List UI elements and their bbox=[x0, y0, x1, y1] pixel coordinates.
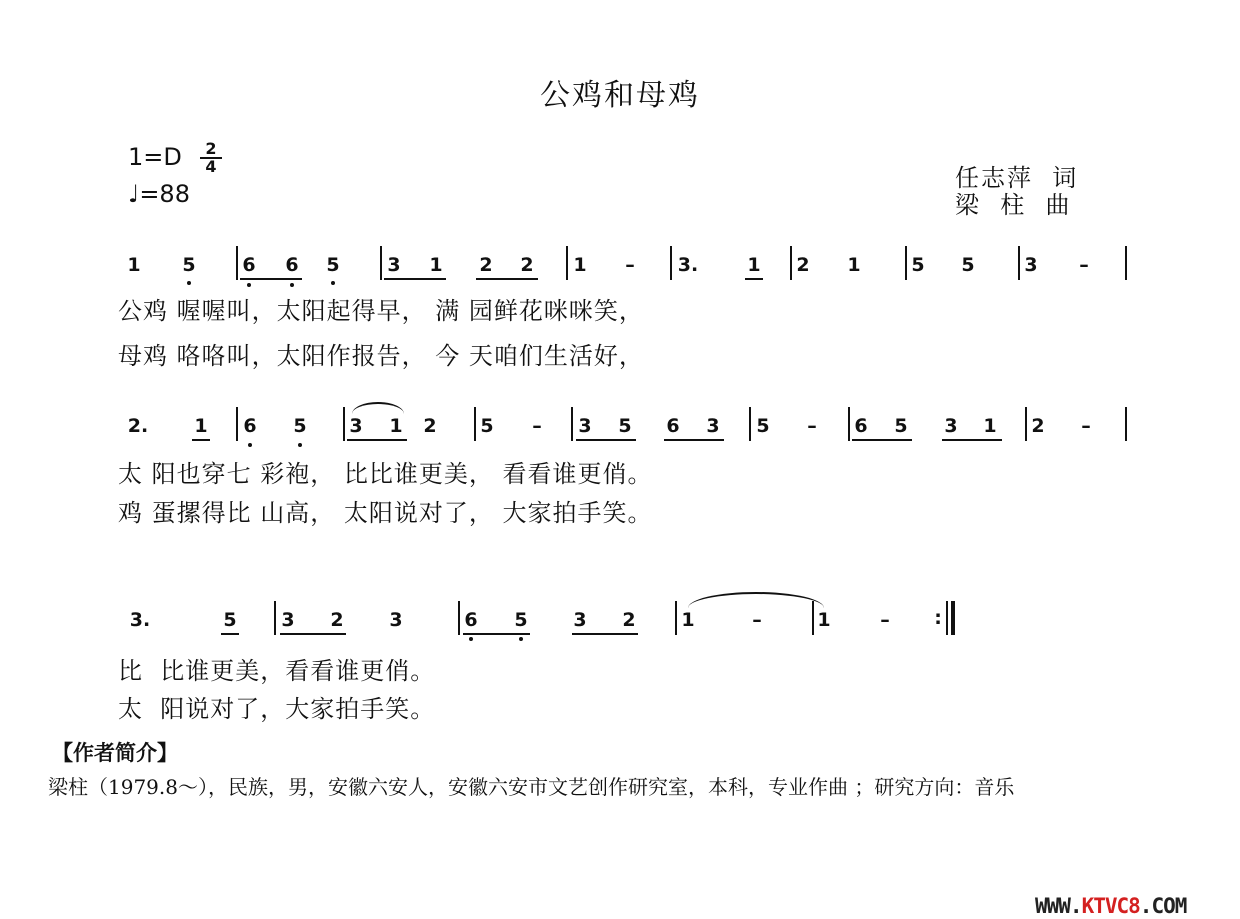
lyricist-credit: 任志萍 词 bbox=[955, 164, 1079, 192]
beam-underline bbox=[463, 633, 530, 635]
dash: – bbox=[532, 415, 542, 437]
lyrics-verse-2: 太 阳说对了，大家拍手笑。 bbox=[118, 695, 436, 723]
note: 6 bbox=[242, 254, 256, 276]
watermark bbox=[1035, 894, 1186, 918]
note: 2 bbox=[423, 415, 437, 437]
note: 6 bbox=[243, 415, 257, 437]
note: 2 bbox=[520, 254, 534, 276]
note: 3 bbox=[349, 415, 363, 437]
dash: – bbox=[880, 609, 890, 631]
note: 3 bbox=[706, 415, 720, 437]
lyrics-verse-1: 太 阳也穿七 彩袍， 比比谁更美， 看看谁更俏。 bbox=[118, 460, 653, 488]
note: 1 bbox=[389, 415, 403, 437]
barline bbox=[1125, 407, 1127, 441]
barline bbox=[749, 407, 751, 441]
lyrics-verse-2: 鸡 蛋摞得比 山高， 太阳说对了， 大家拍手笑。 bbox=[118, 499, 653, 527]
beam-underline bbox=[221, 633, 239, 635]
beam-underline bbox=[572, 633, 638, 635]
low-octave-dot bbox=[247, 283, 251, 287]
tie bbox=[688, 592, 824, 608]
dash: – bbox=[1079, 254, 1089, 276]
song-title: 公鸡和母鸡 bbox=[540, 78, 700, 113]
about-heading: 【作者简介】 bbox=[52, 741, 178, 765]
note: 3 bbox=[573, 609, 587, 631]
note: 5 bbox=[894, 415, 908, 437]
note: 2. bbox=[127, 415, 149, 437]
repeat-dots: : bbox=[934, 607, 942, 629]
about-text: 梁柱（1979.8～），民族，男，安徽六安人，安徽六安市文艺创作研究室，本科，专业作曲 ；研究方向：音乐 bbox=[48, 775, 1015, 799]
note: 5 bbox=[514, 609, 528, 631]
note: 2 bbox=[1031, 415, 1045, 437]
beam-underline bbox=[745, 278, 763, 280]
dash: – bbox=[1081, 415, 1091, 437]
barline bbox=[670, 246, 672, 280]
note: 2 bbox=[796, 254, 810, 276]
beam-underline bbox=[384, 278, 446, 280]
note: 2 bbox=[479, 254, 493, 276]
note: 1 bbox=[747, 254, 761, 276]
note: 1 bbox=[847, 254, 861, 276]
note: 5 bbox=[961, 254, 975, 276]
beam-underline bbox=[664, 439, 724, 441]
barline bbox=[274, 601, 276, 635]
composer-credit: 梁 柱 曲 bbox=[955, 191, 1072, 219]
low-octave-dot bbox=[187, 281, 191, 285]
note: 5 bbox=[223, 609, 237, 631]
note: 5 bbox=[756, 415, 770, 437]
dash: – bbox=[625, 254, 635, 276]
note: 1 bbox=[127, 254, 141, 276]
note: 1 bbox=[817, 609, 831, 631]
tempo-marking: ♩=88 bbox=[128, 180, 190, 208]
beam-underline bbox=[280, 633, 346, 635]
slur bbox=[352, 402, 404, 414]
note: 5 bbox=[618, 415, 632, 437]
beam-underline bbox=[576, 439, 636, 441]
note: 3 bbox=[281, 609, 295, 631]
note: 5 bbox=[293, 415, 307, 437]
dash: – bbox=[752, 609, 762, 631]
beam-underline bbox=[476, 278, 538, 280]
note: 3 bbox=[1024, 254, 1038, 276]
barline bbox=[380, 246, 382, 280]
time-sig-bottom: 4 bbox=[205, 157, 217, 176]
note: 5 bbox=[480, 415, 494, 437]
note: 3 bbox=[389, 609, 403, 631]
low-octave-dot bbox=[290, 283, 294, 287]
barline bbox=[1125, 246, 1127, 280]
note: 3 bbox=[578, 415, 592, 437]
note: 3 bbox=[944, 415, 958, 437]
note: 1 bbox=[983, 415, 997, 437]
note: 6 bbox=[666, 415, 680, 437]
note: 2 bbox=[622, 609, 636, 631]
low-octave-dot bbox=[519, 637, 523, 641]
note: 5 bbox=[182, 254, 196, 276]
time-sig-top: 2 bbox=[200, 141, 222, 159]
key-signature: 1=D bbox=[128, 143, 182, 171]
note: 5 bbox=[911, 254, 925, 276]
low-octave-dot bbox=[298, 443, 302, 447]
beam-underline bbox=[942, 439, 1002, 441]
note: 3. bbox=[129, 609, 151, 631]
note: 6 bbox=[854, 415, 868, 437]
note: 5 bbox=[326, 254, 340, 276]
barline bbox=[236, 407, 238, 441]
note: 1 bbox=[194, 415, 208, 437]
low-octave-dot bbox=[248, 443, 252, 447]
time-signature bbox=[200, 141, 222, 174]
lyrics-verse-1: 公鸡 喔喔叫，太阳起得早， 满 园鲜花咪咪笑， bbox=[118, 297, 644, 325]
note: 6 bbox=[285, 254, 299, 276]
note: 1 bbox=[681, 609, 695, 631]
beam-underline bbox=[347, 439, 407, 441]
note: 3. bbox=[677, 254, 699, 276]
barline bbox=[571, 407, 573, 441]
note: 1 bbox=[573, 254, 587, 276]
beam-underline bbox=[192, 439, 210, 441]
barline bbox=[566, 246, 568, 280]
beam-underline bbox=[852, 439, 912, 441]
repeat-barline-thick bbox=[951, 601, 955, 635]
note: 3 bbox=[387, 254, 401, 276]
note: 1 bbox=[429, 254, 443, 276]
lyrics-verse-2: 母鸡 咯咯叫，太阳作报告， 今 天咱们生活好， bbox=[118, 342, 644, 370]
watermark-text: WWW.KTVC8.COM bbox=[1035, 894, 1187, 918]
repeat-barline-thin bbox=[946, 601, 948, 635]
note: 6 bbox=[464, 609, 478, 631]
dash: – bbox=[807, 415, 817, 437]
lyrics-verse-1: 比 比谁更美，看看谁更俏。 bbox=[118, 657, 436, 685]
low-octave-dot bbox=[469, 637, 473, 641]
low-octave-dot bbox=[331, 281, 335, 285]
beam-underline bbox=[240, 278, 302, 280]
note: 2 bbox=[330, 609, 344, 631]
